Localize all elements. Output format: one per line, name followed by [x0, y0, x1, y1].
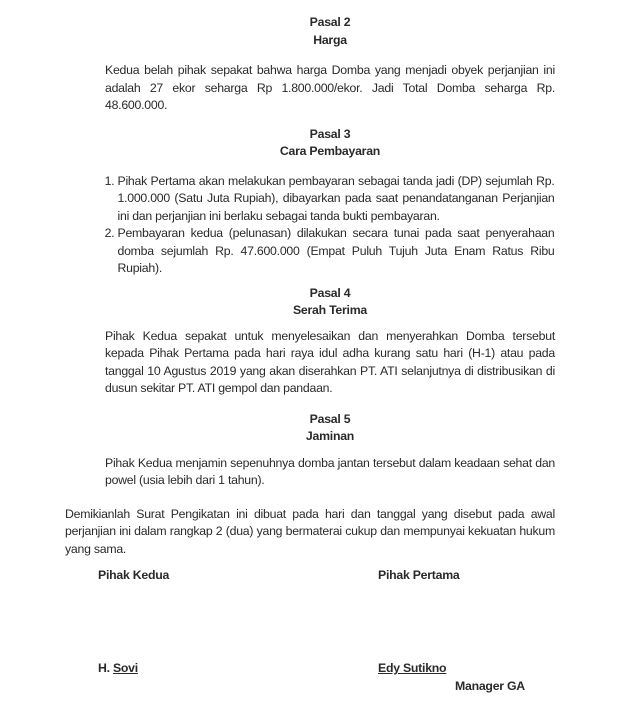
signature-name-left [98, 660, 138, 678]
section-subtitle: Serah Terima [292, 303, 367, 317]
closing-paragraph: Demikianlah Surat Pengikatan ini dibuat pada hari dan tanggal yang disebut pada awal perjanjian ini dalam rangkap 2 (dua) yang bermaterai cukup dan mempunyai kekuatan hukum yang sama. [65, 506, 555, 556]
section-heading [105, 411, 555, 446]
section-pasal-5 [65, 411, 555, 490]
section-subtitle: Harga [313, 32, 347, 47]
signature-name-prefix: H. [98, 661, 113, 675]
list-item: 2. Pembayaran kedua (pelunasan) dilakukan secara tunai pada saat penyerahaan domba sejumlah Rp. 47.600.000 (Empat Puluh Tujuh Juta Enam Ratus Ribu Rupiah). [118, 225, 555, 278]
section-heading [105, 285, 555, 320]
payment-terms-list [97, 173, 555, 278]
signature-block [65, 567, 555, 707]
section-pasal-3 [65, 126, 555, 278]
list-item: 1. Pihak Pertama akan melakukan pembayaran sebagai tanda jadi (DP) sejumlah Rp. 1.000.000 (Satu Juta Rupiah), dibayarkan pada saat penandatanganan Perjanjian ini dan perjanjian ini berlaku sebagai tanda bukti pembayaran. [118, 173, 555, 226]
signature-role-pihak-pertama: Pihak Pertama [378, 568, 460, 582]
section-title: Pasal 4 [309, 285, 351, 300]
section-pasal-4 [65, 285, 555, 398]
paragraph-serah-terima: Pihak Kedua sepakat untuk menyelesaikan dan menyerahkan Domba tersebut kepada Pihak Pertama pada hari raya idul adha kurang satu hari (H-1) atau pada tanggal 10 Agustus 2019 yang akan diserahkan PT. ATI selanjutnya di distribusikan di dusun sekitar PT. ATI gempol dan pandaan. [105, 328, 555, 395]
section-heading [105, 14, 555, 49]
section-subtitle: Jaminan [305, 429, 355, 443]
section-heading [105, 126, 555, 161]
section-title: Pasal 5 [309, 411, 351, 426]
section-title: Pasal 2 [309, 15, 351, 29]
section-subtitle: Cara Pembayaran [279, 144, 381, 158]
section-title: Pasal 3 [309, 126, 351, 141]
signature-name-edy-sutikno: Edy Sutikno [378, 661, 447, 675]
section-pasal-2 [65, 14, 555, 115]
paragraph-harga: Kedua belah pihak sepakat bahwa harga Domba yang menjadi obyek perjanjian ini adalah 27 ekor seharga Rp 1.800.000/ekor. Jadi Total Domba seharga Rp. 48.600.000. [105, 63, 555, 112]
paragraph-jaminan: Pihak Kedua menjamin sepenuhnya domba jantan tersebut dalam keadaan sehat dan powel (usia lebih dari 1 tahun). [105, 455, 555, 487]
signature-name-sovi: Sovi [112, 661, 138, 675]
signature-role-pihak-kedua: Pihak Kedua [98, 568, 170, 582]
signature-title-manager-ga: Manager GA [455, 679, 525, 693]
